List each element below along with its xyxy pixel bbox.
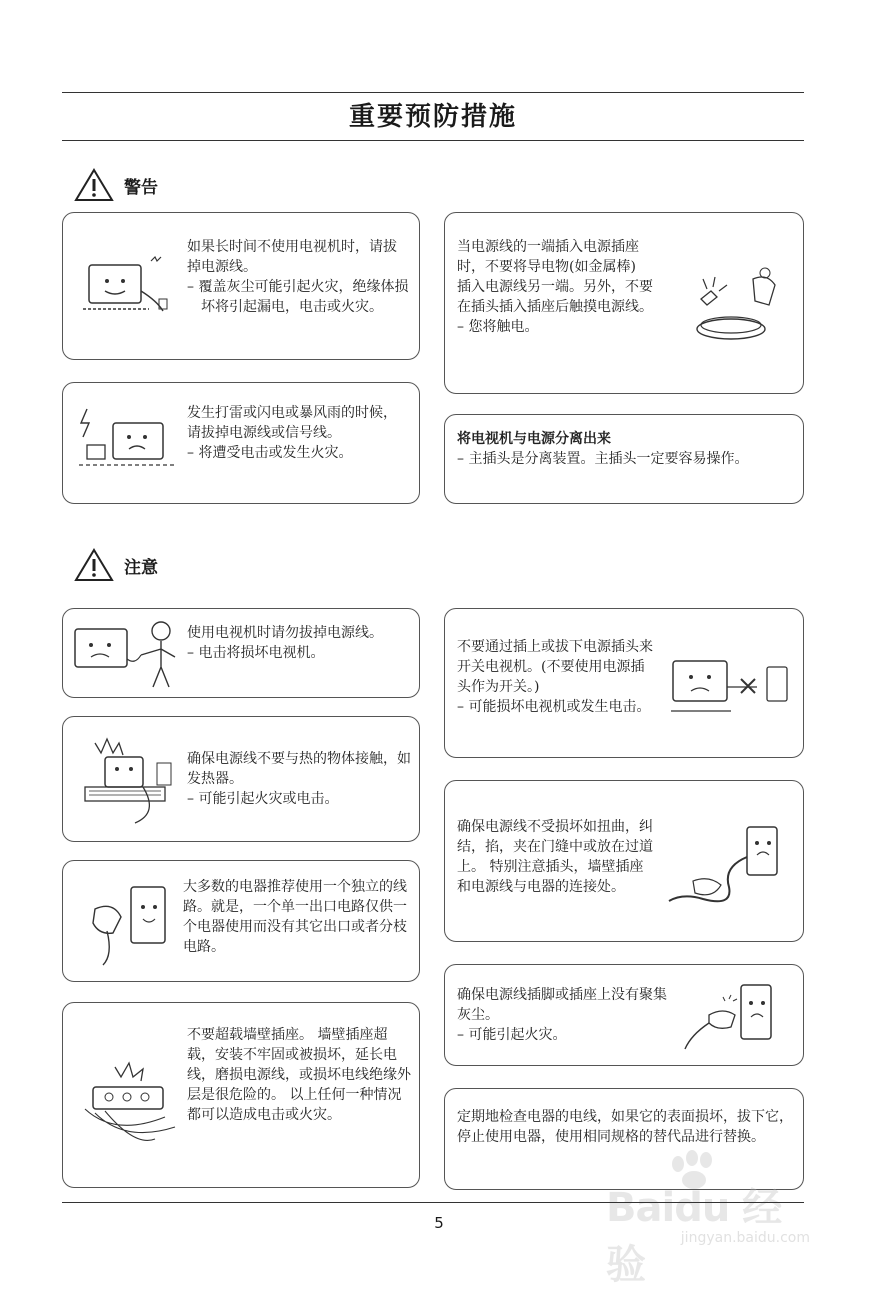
card-text: 确保电源线不要与热的物体接触，如发热器。 — [187, 751, 411, 787]
caution-triangle-icon — [74, 548, 114, 582]
caution-card-cord-damage — [444, 780, 804, 942]
warning-section-header — [74, 168, 158, 202]
card-dash-text: – 可能损坏电视机或发生电击。 — [457, 699, 651, 715]
watermark — [606, 1150, 816, 1288]
caution-card-plug-as-switch — [444, 608, 804, 758]
caution-card-dust-on-plug — [444, 964, 804, 1066]
bottom-rule — [62, 1202, 804, 1203]
card-text: 不要超载墙壁插座。 墙壁插座超载，安装不牢固或被损坏，延长电线，磨损电源线，或损坏电线绝缘外层是很危险的。 以上任何一种情况都可以造成电击或火灾。 — [187, 1027, 411, 1123]
card-text: 确保电源线不受损坏如扭曲，纠结，掐，夹在门缝中或放在过道上。 特别注意插头，墙壁插座和电源线与电器的连接处。 — [457, 819, 653, 895]
watermark-url: jingyan.baidu.com — [680, 1230, 810, 1246]
overloaded-outlet-illustration-icon — [75, 1047, 183, 1147]
warning-card-disconnect-device — [444, 414, 804, 504]
warning-card-unplug-idle — [62, 212, 420, 360]
warning-label: 警告 — [124, 177, 158, 198]
caution-card-no-unplug-in-use — [62, 608, 420, 698]
tv-lightning-illustration-icon — [73, 405, 183, 475]
caution-section-header — [74, 548, 158, 582]
card-text: 大多数的电器推荐使用一个独立的线路。就是，一个单一出口电路仅供一个电器使用而没有其它出口或者分枝电路。 — [183, 879, 407, 955]
card-text: 确保电源线插脚或插座上没有聚集灰尘。 — [457, 987, 667, 1023]
twisted-cord-illustration-icon — [663, 807, 795, 917]
card-heading: 将电视机与电源分离出来 — [457, 431, 611, 447]
card-text: 当电源线的一端插入电源插座时，不要将导电物(如金属棒) 插入电源线另一端。另外，不要在插头插入插座后触摸电源线。 — [457, 239, 653, 315]
card-dash-text: – 电击将损坏电视机。 — [187, 645, 325, 661]
page-number: 5 — [434, 1214, 444, 1232]
watermark-brand: Baidu 经验 — [606, 1185, 782, 1288]
dusty-plug-illustration-icon — [677, 975, 793, 1057]
card-text: 使用电视机时请勿拔掉电源线。 — [187, 625, 383, 641]
tv-plug-x-illustration-icon — [667, 649, 797, 725]
warning-triangle-icon — [74, 168, 114, 202]
page-title: 重要预防措施 — [348, 102, 517, 132]
title-rule — [62, 140, 804, 141]
heater-cable-illustration-icon — [75, 733, 181, 829]
card-dash-text: – 您将触电。 — [457, 319, 539, 335]
caution-card-overload-outlet — [62, 1002, 420, 1188]
card-text: 发生打雷或闪电或暴风雨的时候，请拔掉电源线或信号线。 — [187, 405, 397, 441]
warning-card-conductive-object — [444, 212, 804, 394]
caution-card-dedicated-circuit — [62, 860, 420, 982]
card-text: 不要通过插上或拔下电源插头来开关电视机。(不要使用电源插头作为开关。) — [457, 639, 653, 695]
card-dash-text: – 可能引起火灾。 — [457, 1027, 567, 1043]
card-dash-text: – 主插头是分离装置。主插头一定要容易操作。 — [457, 451, 749, 467]
plug-cable-illustration-icon — [681, 259, 791, 349]
outlet-plug-illustration-icon — [85, 879, 181, 969]
card-text: 定期地检查电器的电线，如果它的表面损坏，拔下它，停止使用电器，使用相同规格的替代品进行替换。 — [457, 1109, 793, 1145]
card-text: 如果长时间不使用电视机时，请拔掉电源线。 — [187, 239, 397, 275]
caution-label: 注意 — [124, 557, 158, 578]
caution-card-heat-source — [62, 716, 420, 842]
card-dash-text: – 覆盖灰尘可能引起火灾，绝缘体损坏将引起漏电，电击或火灾。 — [187, 279, 409, 315]
tv-person-illustration-icon — [69, 615, 185, 693]
warning-card-thunderstorm — [62, 382, 420, 504]
tv-dust-illustration-icon — [79, 251, 179, 321]
card-dash-text: – 可能引起火灾或电击。 — [187, 791, 339, 807]
card-dash-text: – 将遭受电击或发生火灾。 — [187, 445, 353, 461]
top-rule — [62, 92, 804, 93]
